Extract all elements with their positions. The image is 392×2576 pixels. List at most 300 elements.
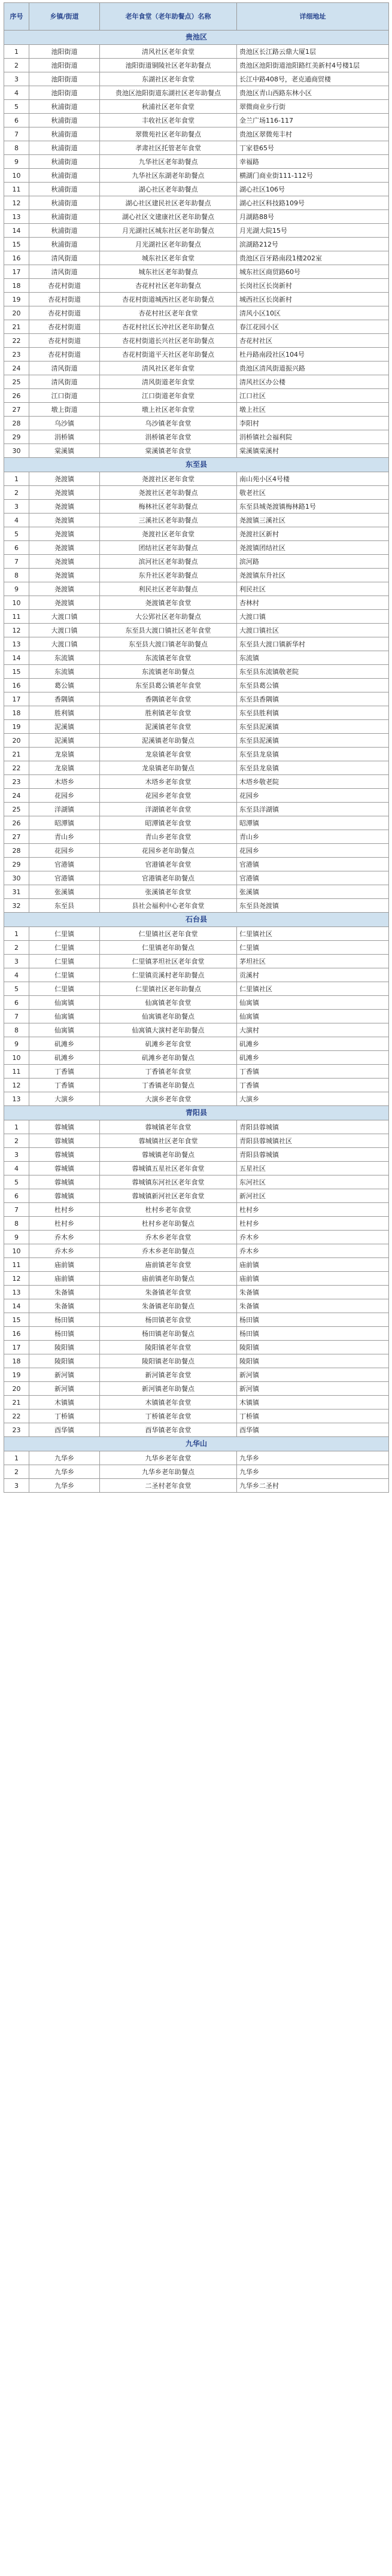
cell-address: 昭潭镇 (237, 816, 389, 830)
table-row (4, 265, 389, 279)
table-row (4, 210, 389, 224)
cell-index: 7 (4, 127, 29, 141)
cell-town: 杨田镇 (29, 1313, 100, 1327)
table-row (4, 679, 389, 692)
cell-name: 滨河社区老年助餐点 (100, 555, 237, 569)
table-row (4, 169, 389, 183)
cell-address: 月光湖大院15号 (237, 224, 389, 238)
cell-name: 城东社区老年食堂 (100, 251, 237, 265)
cell-town: 清风街道 (29, 251, 100, 265)
cell-index: 19 (4, 293, 29, 306)
cell-address: 东至县葛公镇 (237, 679, 389, 692)
cell-name: 官港镇老年助餐点 (100, 871, 237, 885)
cell-address: 大渡口镇 (237, 610, 389, 624)
cell-address: 东至县城尧渡镇梅林路1号 (237, 500, 389, 514)
cell-town: 杜村乡 (29, 1203, 100, 1217)
cell-address: 茅坦社区 (237, 955, 389, 968)
cell-index: 28 (4, 417, 29, 430)
header-name: 老年食堂（老年助餐点）名称 (100, 3, 237, 31)
cell-name: 团结社区老年助餐点 (100, 541, 237, 555)
cell-name: 木塔乡老年食堂 (100, 775, 237, 789)
table-row (4, 541, 389, 555)
cell-name: 三溪社区老年助餐点 (100, 514, 237, 527)
cell-address: 新河社区 (237, 1189, 389, 1203)
cell-town: 尧渡镇 (29, 555, 100, 569)
cell-town: 青山乡 (29, 830, 100, 844)
cell-index: 12 (4, 1272, 29, 1286)
cell-name: 江口街道老年食堂 (100, 389, 237, 403)
cell-index: 18 (4, 1354, 29, 1368)
cell-address: 新河镇 (237, 1368, 389, 1382)
cell-index: 1 (4, 1120, 29, 1134)
cell-name: 泥溪镇老年助餐点 (100, 734, 237, 748)
cell-town: 泥溪镇 (29, 734, 100, 748)
cell-town: 秋浦街道 (29, 238, 100, 251)
cell-address: 清风社区办公楼 (237, 375, 389, 389)
cell-index: 13 (4, 1092, 29, 1106)
cell-name: 东流镇老年食堂 (100, 651, 237, 665)
cell-name: 东至县葛公镇老年食堂 (100, 679, 237, 692)
cell-address: 矶滩乡 (237, 1037, 389, 1051)
cell-town: 蓉城镇 (29, 1120, 100, 1134)
cell-address: 杨田镇 (237, 1313, 389, 1327)
cell-index: 1 (4, 927, 29, 941)
cell-town: 木塔乡 (29, 775, 100, 789)
cell-town: 九华乡 (29, 1465, 100, 1479)
cell-address: 棠溪镇棠溪村 (237, 444, 389, 458)
cell-index: 9 (4, 582, 29, 596)
cell-name: 新河镇老年助餐点 (100, 1382, 237, 1396)
cell-address: 东至县尧渡镇 (237, 899, 389, 913)
cell-town: 陵阳镇 (29, 1354, 100, 1368)
cell-name: 仁里镇贡溪村老年助餐点 (100, 968, 237, 982)
table-row (4, 637, 389, 651)
cell-name: 涓桥镇老年食堂 (100, 430, 237, 444)
cell-index: 20 (4, 734, 29, 748)
table-row (4, 1231, 389, 1244)
cell-address: 五星社区 (237, 1162, 389, 1175)
cell-address: 春江花园小区 (237, 320, 389, 334)
table-row (4, 1065, 389, 1079)
cell-address: 墩上社区 (237, 403, 389, 417)
cell-name: 龙泉镇老年食堂 (100, 748, 237, 761)
cell-town: 杨田镇 (29, 1327, 100, 1341)
header-address: 详细地址 (237, 3, 389, 31)
cell-name: 胜利镇老年食堂 (100, 706, 237, 720)
cell-town: 尧渡镇 (29, 582, 100, 596)
table-row (4, 844, 389, 858)
cell-name: 杜村乡老年食堂 (100, 1203, 237, 1217)
cell-town: 清风街道 (29, 375, 100, 389)
cell-town: 蓉城镇 (29, 1162, 100, 1175)
cell-town: 尧渡镇 (29, 569, 100, 582)
cell-index: 17 (4, 1341, 29, 1354)
cell-address: 贵池区清风街道振兴路 (237, 362, 389, 375)
cell-town: 秋浦街道 (29, 183, 100, 196)
table-row (4, 1327, 389, 1341)
table-body (4, 31, 389, 1493)
cell-name: 蓉城镇五星社区老年食堂 (100, 1162, 237, 1175)
table-row (4, 141, 389, 155)
cell-index: 12 (4, 196, 29, 210)
cell-name: 棠溪镇老年食堂 (100, 444, 237, 458)
cell-town: 秋浦街道 (29, 196, 100, 210)
cell-address: 丁桥镇 (237, 1409, 389, 1423)
cell-index: 11 (4, 1258, 29, 1272)
cell-name: 杏花村社区老年食堂 (100, 306, 237, 320)
cell-index: 17 (4, 692, 29, 706)
cell-address: 滨湖路212号 (237, 238, 389, 251)
cell-name: 杏花村街道平天社区老年助餐点 (100, 348, 237, 362)
table-row (4, 403, 389, 417)
table-row (4, 596, 389, 610)
cell-town: 蓉城镇 (29, 1175, 100, 1189)
cell-address: 大演乡 (237, 1092, 389, 1106)
cell-town: 仁里镇 (29, 955, 100, 968)
cell-town: 杜村乡 (29, 1217, 100, 1231)
cell-name: 矶滩乡老年助餐点 (100, 1051, 237, 1065)
cell-index: 24 (4, 362, 29, 375)
cell-name: 东流镇老年助餐点 (100, 665, 237, 679)
cell-name: 尧渡社区老年食堂 (100, 527, 237, 541)
cell-address: 湖心社区106号 (237, 183, 389, 196)
table-header-row (4, 3, 389, 31)
cell-index: 8 (4, 141, 29, 155)
table-row (4, 389, 389, 403)
cell-town: 尧渡镇 (29, 541, 100, 555)
cell-town: 乌沙镇 (29, 417, 100, 430)
cell-address: 湖心社区科技路109号 (237, 196, 389, 210)
cell-address: 仁里镇社区 (237, 927, 389, 941)
cell-name: 新河镇老年食堂 (100, 1368, 237, 1382)
table-row (4, 610, 389, 624)
header-town: 乡镇/街道 (29, 3, 100, 31)
cell-town: 昭潭镇 (29, 816, 100, 830)
cell-town: 陵阳镇 (29, 1341, 100, 1354)
cell-address: 丁家巷65号 (237, 141, 389, 155)
cell-address: 大渡口镇社区 (237, 624, 389, 637)
cell-index: 17 (4, 265, 29, 279)
cell-town: 秋浦街道 (29, 210, 100, 224)
cell-index: 15 (4, 1313, 29, 1327)
cell-index: 21 (4, 320, 29, 334)
cell-index: 12 (4, 1079, 29, 1092)
cell-town: 庙前镇 (29, 1258, 100, 1272)
table-row (4, 1368, 389, 1382)
cell-name: 官港镇老年食堂 (100, 858, 237, 871)
cell-index: 12 (4, 624, 29, 637)
cell-address: 贵池区翠微苑丰村 (237, 127, 389, 141)
cell-address: 酉华镇 (237, 1423, 389, 1437)
cell-index: 20 (4, 306, 29, 320)
cell-address: 东至县东流镇敬老院 (237, 665, 389, 679)
cell-town: 庙前镇 (29, 1272, 100, 1286)
table-row (4, 899, 389, 913)
cell-name: 昭潭镇老年食堂 (100, 816, 237, 830)
cell-address: 庙前镇 (237, 1272, 389, 1286)
cell-index: 25 (4, 803, 29, 816)
cell-name: 池阳街道铜陵社区老年助餐点 (100, 59, 237, 72)
cell-index: 16 (4, 679, 29, 692)
cell-index: 8 (4, 1023, 29, 1037)
cell-name: 蓉城镇老年食堂 (100, 1120, 237, 1134)
cell-name: 朱备镇老年食堂 (100, 1286, 237, 1299)
cell-name: 月光湖社区老年助餐点 (100, 238, 237, 251)
cell-index: 14 (4, 224, 29, 238)
cell-name: 九华乡老年助餐点 (100, 1465, 237, 1479)
table-row (4, 692, 389, 706)
table-row (4, 86, 389, 100)
table-row (4, 1423, 389, 1437)
table-row (4, 1217, 389, 1231)
table-row (4, 417, 389, 430)
table-row (4, 472, 389, 486)
table-row (4, 1134, 389, 1148)
cell-town: 丁桥镇 (29, 1409, 100, 1423)
table-row (4, 1244, 389, 1258)
cell-name: 仁里镇社区老年食堂 (100, 927, 237, 941)
cell-name: 丁桥镇老年食堂 (100, 1409, 237, 1423)
cell-address: 滨河路 (237, 555, 389, 569)
cell-address: 南山苑小区4号楼 (237, 472, 389, 486)
cell-address: 官港镇 (237, 858, 389, 871)
cell-index: 11 (4, 183, 29, 196)
cell-address: 城西社区长岗新村 (237, 293, 389, 306)
cell-town: 尧渡镇 (29, 486, 100, 500)
cell-town: 葛公镇 (29, 679, 100, 692)
cell-address: 庙前镇 (237, 1258, 389, 1272)
cell-name: 庙前镇老年助餐点 (100, 1272, 237, 1286)
cell-name: 乔木乡老年助餐点 (100, 1244, 237, 1258)
section-title: 贵池区 (4, 31, 389, 45)
cell-name: 梅林社区老年助餐点 (100, 500, 237, 514)
cell-name: 仙寓镇老年助餐点 (100, 1010, 237, 1023)
cell-name: 仁里镇社区老年助餐点 (100, 982, 237, 996)
cell-address: 杜村乡 (237, 1217, 389, 1231)
cell-town: 木镇镇 (29, 1396, 100, 1409)
table-row (4, 183, 389, 196)
cell-name: 城东社区老年助餐点 (100, 265, 237, 279)
cell-address: 丁香镇 (237, 1065, 389, 1079)
cell-address: 乔木乡 (237, 1231, 389, 1244)
cell-name: 香隅镇老年食堂 (100, 692, 237, 706)
cell-index: 21 (4, 1396, 29, 1409)
cell-town: 仙寓镇 (29, 1023, 100, 1037)
section-row (4, 458, 389, 472)
cell-town: 江口街道 (29, 389, 100, 403)
cell-town: 仙寓镇 (29, 1010, 100, 1023)
cell-address: 东至县泥溪镇 (237, 734, 389, 748)
cell-town: 花园乡 (29, 844, 100, 858)
cell-address: 东流镇 (237, 651, 389, 665)
cell-name: 丁香镇老年食堂 (100, 1065, 237, 1079)
cell-name: 蓉城镇新河社区老年食堂 (100, 1189, 237, 1203)
cell-town: 池阳街道 (29, 72, 100, 86)
table-row (4, 982, 389, 996)
cell-name: 尧渡社区老年助餐点 (100, 486, 237, 500)
cell-name: 蓉城镇社区老年食堂 (100, 1134, 237, 1148)
cell-index: 16 (4, 1327, 29, 1341)
cell-index: 29 (4, 858, 29, 871)
cell-name: 泥溪镇老年食堂 (100, 720, 237, 734)
cell-town: 张溪镇 (29, 885, 100, 899)
table-row (4, 1479, 389, 1493)
table-row (4, 375, 389, 389)
table-row (4, 996, 389, 1010)
table-row (4, 1286, 389, 1299)
table-row (4, 114, 389, 127)
table-row (4, 155, 389, 169)
cell-address: 张溪镇 (237, 885, 389, 899)
cell-name: 杏花村街道城西社区老年助餐点 (100, 293, 237, 306)
cell-town: 酉华镇 (29, 1423, 100, 1437)
cell-name: 陵阳镇老年食堂 (100, 1341, 237, 1354)
cell-index: 13 (4, 1286, 29, 1299)
cell-name: 清风社区老年食堂 (100, 362, 237, 375)
cell-name: 杨田镇老年助餐点 (100, 1327, 237, 1341)
cell-town: 棠溪镇 (29, 444, 100, 458)
cell-index: 1 (4, 45, 29, 59)
cell-address: 李阳村 (237, 417, 389, 430)
cell-address: 木镇镇 (237, 1396, 389, 1409)
table-row (4, 569, 389, 582)
table-row (4, 1203, 389, 1217)
cell-index: 11 (4, 1065, 29, 1079)
table-row (4, 1272, 389, 1286)
table-row (4, 362, 389, 375)
cell-name: 尧渡社区老年食堂 (100, 472, 237, 486)
cell-town: 尧渡镇 (29, 514, 100, 527)
cell-address: 大演村 (237, 1023, 389, 1037)
cell-index: 15 (4, 238, 29, 251)
cell-address: 横湖门商业街111-112号 (237, 169, 389, 183)
cell-name: 孝肃社区托管老年食堂 (100, 141, 237, 155)
table-row (4, 816, 389, 830)
cell-town: 杏花村街道 (29, 348, 100, 362)
cell-town: 泥溪镇 (29, 720, 100, 734)
cell-index: 15 (4, 665, 29, 679)
cell-name: 仁里镇茅坦社区老年食堂 (100, 955, 237, 968)
cell-town: 矶滩乡 (29, 1037, 100, 1051)
cell-index: 18 (4, 279, 29, 293)
cell-address: 青山乡 (237, 830, 389, 844)
cell-name: 东至县大渡口镇社区老年食堂 (100, 624, 237, 637)
cell-name: 陵阳镇老年助餐点 (100, 1354, 237, 1368)
table-row (4, 430, 389, 444)
cell-address: 城东社区商贸路60号 (237, 265, 389, 279)
cell-town: 胜利镇 (29, 706, 100, 720)
section-row (4, 31, 389, 45)
cell-address: 贵池区青山西路东林小区 (237, 86, 389, 100)
cell-address: 金兰广场116-117 (237, 114, 389, 127)
cell-address: 仙寓镇 (237, 1010, 389, 1023)
cell-address: 长江中路408号，老克通商贸楼 (237, 72, 389, 86)
cell-index: 22 (4, 334, 29, 348)
cell-name: 湖心社区建民社区老年助餐点 (100, 196, 237, 210)
section-title: 青阳县 (4, 1106, 389, 1120)
cell-index: 2 (4, 486, 29, 500)
cell-address: 东至县大渡口镇新华村 (237, 637, 389, 651)
cell-index: 2 (4, 941, 29, 955)
cell-address: 幸福路 (237, 155, 389, 169)
cell-name: 青山乡老年食堂 (100, 830, 237, 844)
table-row (4, 1023, 389, 1037)
table-row (4, 885, 389, 899)
table-row (4, 486, 389, 500)
cell-town: 丁香镇 (29, 1079, 100, 1092)
cell-index: 14 (4, 651, 29, 665)
cell-address: 贡溪村 (237, 968, 389, 982)
table-row (4, 1189, 389, 1203)
cell-index: 1 (4, 1451, 29, 1465)
cell-index: 3 (4, 1148, 29, 1162)
table-row (4, 830, 389, 844)
table-row (4, 734, 389, 748)
cell-name: 仙寓镇大演村老年助餐点 (100, 1023, 237, 1037)
elderly-canteen-table (4, 2, 389, 1493)
cell-address: 清风小区10区 (237, 306, 389, 320)
cell-town: 新河镇 (29, 1368, 100, 1382)
cell-town: 杏花村街道 (29, 293, 100, 306)
table-row (4, 45, 389, 59)
cell-index: 1 (4, 472, 29, 486)
cell-index: 6 (4, 996, 29, 1010)
table-row (4, 444, 389, 458)
cell-address: 青阳县蓉城镇 (237, 1148, 389, 1162)
cell-index: 25 (4, 375, 29, 389)
cell-town: 仁里镇 (29, 968, 100, 982)
cell-address: 陵阳镇 (237, 1341, 389, 1354)
cell-index: 22 (4, 761, 29, 775)
cell-name: 利民社区老年助餐点 (100, 582, 237, 596)
cell-name: 尧渡镇老年食堂 (100, 596, 237, 610)
cell-name: 龙泉镇老年助餐点 (100, 761, 237, 775)
table-row (4, 1354, 389, 1368)
table-row (4, 1313, 389, 1327)
table-row (4, 775, 389, 789)
cell-name: 清风街道老年食堂 (100, 375, 237, 389)
cell-name: 湖心社区文建康社区老年助餐点 (100, 210, 237, 224)
table-row (4, 224, 389, 238)
table-row (4, 348, 389, 362)
cell-town: 矶滩乡 (29, 1051, 100, 1065)
header-index: 序号 (4, 3, 29, 31)
section-row (4, 1106, 389, 1120)
table-row (4, 72, 389, 86)
table-row (4, 1037, 389, 1051)
cell-address: 贵池区长江路云鼎大厦1层 (237, 45, 389, 59)
cell-town: 杏花村街道 (29, 320, 100, 334)
cell-index: 23 (4, 775, 29, 789)
cell-index: 26 (4, 816, 29, 830)
cell-address: 矶滩乡 (237, 1051, 389, 1065)
cell-index: 18 (4, 706, 29, 720)
cell-town: 官港镇 (29, 858, 100, 871)
cell-index: 24 (4, 789, 29, 803)
cell-name: 贵池区池阳街道东湖社区老年助餐点 (100, 86, 237, 100)
table-row (4, 1148, 389, 1162)
cell-index: 5 (4, 100, 29, 114)
table-row (4, 293, 389, 306)
table-row (4, 196, 389, 210)
section-title: 东至县 (4, 458, 389, 472)
table-row (4, 1175, 389, 1189)
cell-address: 青阳县蓉城镇社区 (237, 1134, 389, 1148)
cell-address: 贵池区池阳街道池阳路红美新村4号楼1层 (237, 59, 389, 72)
cell-name: 花园乡老年助餐点 (100, 844, 237, 858)
cell-name: 丰收社区老年食堂 (100, 114, 237, 127)
cell-town: 秋浦街道 (29, 127, 100, 141)
